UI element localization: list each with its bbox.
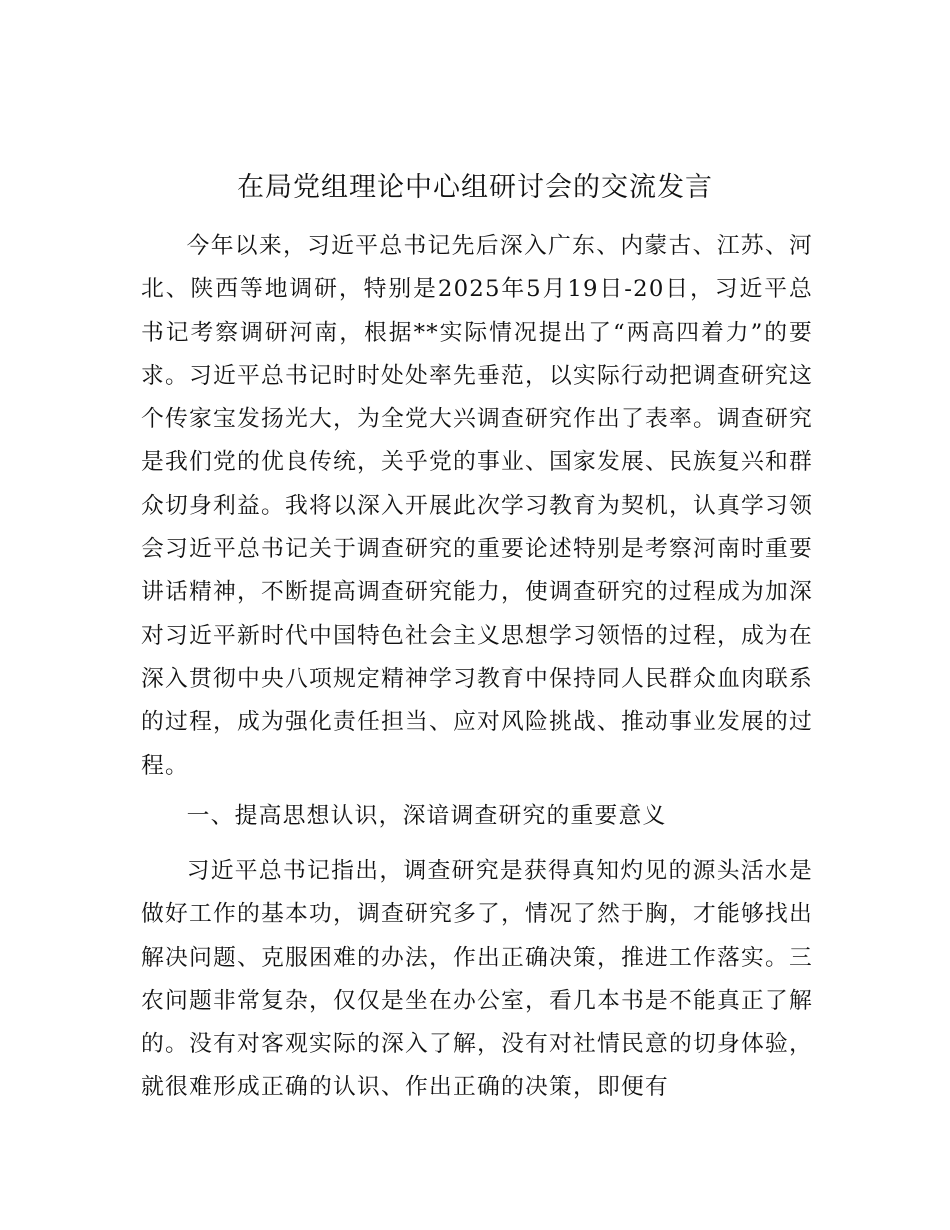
section-heading: 一、提高思想认识，深谙调查研究的重要意义 [186, 803, 667, 829]
document-title: 在局党组理论中心组研讨会的交流发言 [237, 172, 713, 203]
section-paragraph: 习近平总书记指出，调查研究是获得真知灼见的源头活水是做好工作的基本功，调查研究多了，情况了然于胸，才能够找出解决问题、克服困难的办法，作出正确决策，推进工作落实。三农问题非常复杂，仅仅是坐在办公室，看几本书是不能真正了解的。没有对客观实际的深入了解，没有对社情民意的切身体验，就很难形成正确的认识、作出正确的决策，即便有 [141, 858, 813, 1101]
intro-paragraph: 今年以来，习近平总书记先后深入广东、内蒙古、江苏、河北、陕西等地调研，特别是2025年5月19日-20日，习近平总书记考察调研河南，根据**实际情况提出了“两高四着力”的要求。习近平总书记时时处处率先垂范，以实际行动把调查研究这个传家宝发扬光大，为全党大兴调查研究作出了表率。调查研究是我们党的优良传统，关乎党的事业、国家发展、民族复兴和群众切身利益。我将以深入开展此次学习教育为契机，认真学习领会习近平总书记关于调查研究的重要论述特别是考察河南时重要讲话精神，不断提高调查研究能力，使调查研究的过程成为加深对习近平新时代中国特色社会主义思想学习领悟的过程，成为在深入贯彻中央八项规定精神学习教育中保持同人民群众血肉联系的过程，成为强化责任担当、应对风险挑战、推动事业发展的过程。 [141, 233, 813, 779]
